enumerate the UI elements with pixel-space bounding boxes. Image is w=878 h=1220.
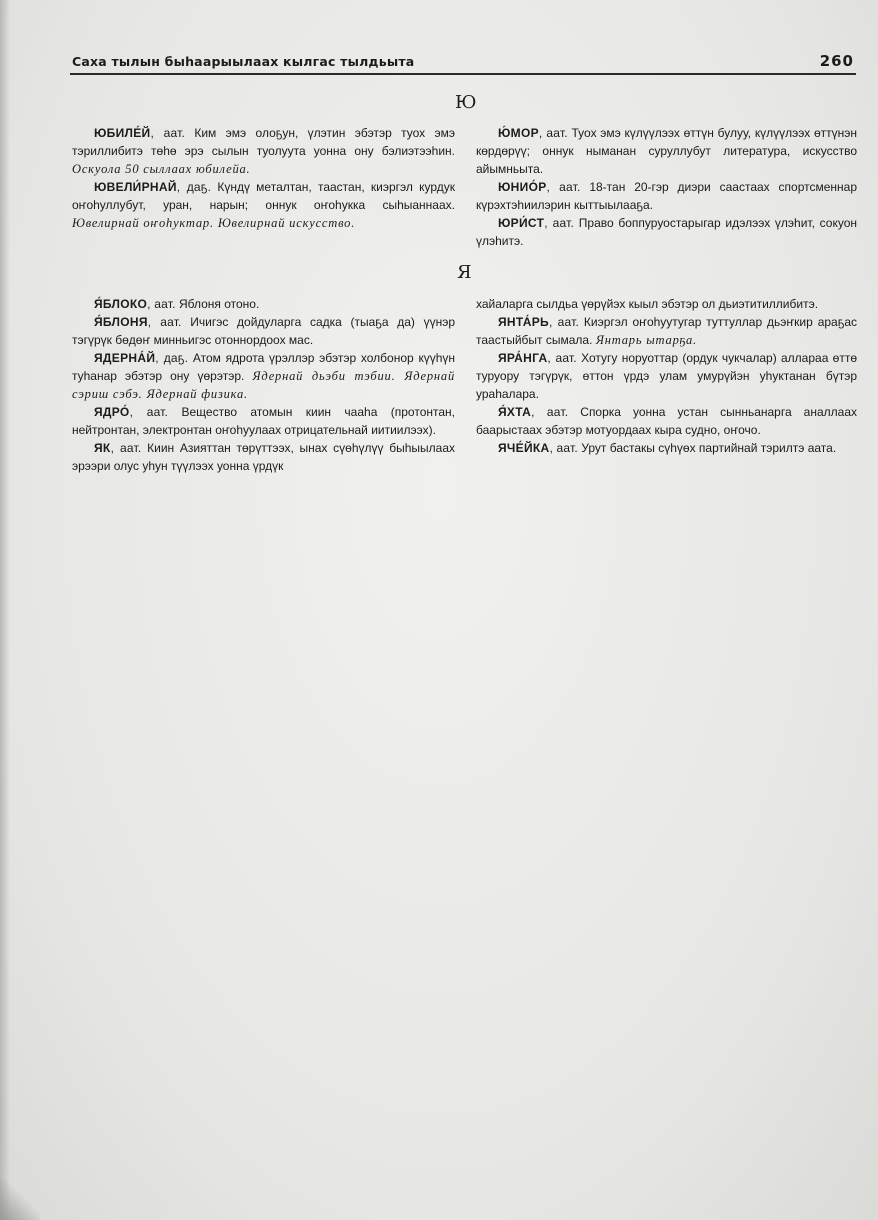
dictionary-entry bbox=[476, 349, 857, 403]
headword: ЮНИО́Р bbox=[498, 180, 547, 194]
part-of-speech: , аат. bbox=[147, 315, 182, 329]
binding-shadow bbox=[0, 0, 10, 1220]
part-of-speech: , аат. bbox=[549, 441, 578, 455]
definition: Урут бастакы сүһүөх партийнай тэрилтэ аата. bbox=[577, 441, 837, 455]
usage-example: Янтарь ытарҕа. bbox=[595, 333, 697, 347]
dictionary-entry bbox=[72, 178, 455, 232]
definition: Атом ядрота үрэллэр эбэтэр холбонор күүһүн туһанар эбэтэр ону үөрэтэр. bbox=[72, 351, 455, 383]
header-rule bbox=[70, 73, 856, 75]
headword: ЯРА́НГА bbox=[498, 351, 548, 365]
page-number: 260 bbox=[819, 52, 854, 70]
definition: Ичигэс дойдуларга садка (тыаҕа да) үүнэр тэгүрүк бөдөҥ минньигэс отоннордоох мас. bbox=[72, 315, 455, 347]
definition: Киэргэл оҥоһуутугар туттуллар дьэҥкир араҕас таастыйбыт сымала. bbox=[476, 315, 857, 347]
part-of-speech: , аат. bbox=[548, 315, 579, 329]
part-of-speech: , аат. bbox=[150, 126, 185, 140]
ya-right-column bbox=[476, 295, 857, 457]
ya-left-column bbox=[72, 295, 455, 475]
headword: ЮВЕЛИ́РНАЙ bbox=[94, 180, 177, 194]
section-letter-yu: Ю bbox=[455, 92, 477, 113]
running-header bbox=[72, 52, 856, 72]
headword: Я́ХТА bbox=[498, 405, 532, 419]
dictionary-entry bbox=[72, 313, 455, 349]
part-of-speech: , даҕ. bbox=[155, 351, 189, 365]
part-of-speech: , даҕ. bbox=[176, 180, 212, 194]
definition: Яблоня отоно. bbox=[175, 297, 260, 311]
dictionary-entry bbox=[72, 439, 455, 475]
dictionary-entry bbox=[476, 178, 857, 214]
definition: Вещество атомын киин чааһа (протонтан, нейтронтан, электронтан оҥоһуулаах отрицательнай иитиилээх). bbox=[72, 405, 456, 437]
dictionary-entry bbox=[476, 124, 857, 178]
yu-left-column bbox=[72, 124, 455, 232]
definition: Киин Азияттан төрүттээх, ынах сүөһүлүү быһыылаах эрээри олус уһун түүлээх уонна үрдүк bbox=[72, 441, 455, 473]
headword: ЯДРО́ bbox=[94, 405, 130, 419]
headword: ЮРИ́СТ bbox=[498, 216, 545, 230]
headword: Я́БЛОКО bbox=[94, 297, 148, 311]
part-of-speech: , аат. bbox=[147, 297, 176, 311]
part-of-speech: , аат. bbox=[544, 216, 575, 230]
section-letter-ya: Я bbox=[457, 262, 472, 283]
dictionary-entry bbox=[476, 214, 857, 250]
definition: Ким эмэ олоҕун, үлэтин эбэтэр туох эмэ тэриллибитэ төһө эрэ сылын туолуута уонна ону бэлиэтээһин. bbox=[72, 126, 456, 158]
dictionary-entry bbox=[72, 124, 455, 178]
usage-example: Оскуола 50 сыллаах юбилейа. bbox=[72, 162, 251, 176]
definition: Туох эмэ күлүүлээх өттүн булуу, күлүүлээх өттүнэн көрдөрүү; оннук ныманан суруллубут литература, искусство айымньыта. bbox=[476, 126, 857, 176]
dictionary-entry bbox=[476, 439, 857, 457]
definition: Күндү металтан, таастан, киэргэл курдук оҥоһуллубут, уран, нарын; оннук оҥоһукка сыһыаннаах. bbox=[72, 180, 455, 212]
part-of-speech: , аат. bbox=[129, 405, 169, 419]
usage-example: Ядернай дьэби тэбии. Ядернай сэриш сэбэ. Ядернай физика. bbox=[72, 369, 455, 401]
yu-right-column bbox=[476, 124, 857, 250]
dictionary-entry bbox=[72, 349, 455, 403]
definition: Хотугу норуоттар (ордук чукчалар) алларaa өттө туруору тэгүрүк, өттон үрдэ улам умурүйэн уһуктанан бүтэр ураһалара. bbox=[476, 351, 858, 401]
headword: Ю́МОР bbox=[498, 126, 539, 140]
dictionary-entry bbox=[476, 313, 857, 349]
headword: ЯК bbox=[94, 441, 111, 455]
part-of-speech: , аат. bbox=[546, 180, 581, 194]
definition: Спорка уонна устан сынньанарга аналлаах баарыстаах эбэтэр мотуордаах кыра судно, оҥочо. bbox=[476, 405, 857, 437]
page-corner bbox=[0, 1180, 40, 1220]
definition: Право боппуруостарыгар идэлээх үлэһит, сокуон үлэһитэ. bbox=[476, 216, 857, 248]
part-of-speech: , аат. bbox=[110, 441, 142, 455]
dictionary-entry bbox=[72, 403, 455, 439]
dictionary-entry bbox=[476, 403, 857, 439]
usage-example: Ювелирнай оҥоһуктар. Ювелирнай искусство. bbox=[72, 216, 356, 230]
headword: ЯНТА́РЬ bbox=[498, 315, 549, 329]
part-of-speech: , аат. bbox=[538, 126, 568, 140]
definition: 18-тан 20-гэр диэри саастаах спортсменнар күрэхтэһиилэрин кыттыылааҕа. bbox=[476, 180, 857, 212]
headword: ЯЧЕ́ЙКА bbox=[498, 441, 550, 455]
headword: ЮБИЛЕ́Й bbox=[94, 126, 151, 140]
part-of-speech: , аат. bbox=[547, 351, 577, 365]
part-of-speech: , аат. bbox=[531, 405, 569, 419]
entry-continuation: хайаларга сылдьа үөрүйэх кыыл эбэтэр ол дьиэтитиллибитэ. bbox=[476, 297, 819, 311]
headword: Я́БЛОНЯ bbox=[94, 315, 148, 329]
dictionary-entry bbox=[72, 295, 455, 313]
headword: ЯДЕРНА́Й bbox=[94, 351, 156, 365]
header-title: Саха тылын быhаарыылаах кылгас тылдьыта bbox=[72, 54, 415, 69]
